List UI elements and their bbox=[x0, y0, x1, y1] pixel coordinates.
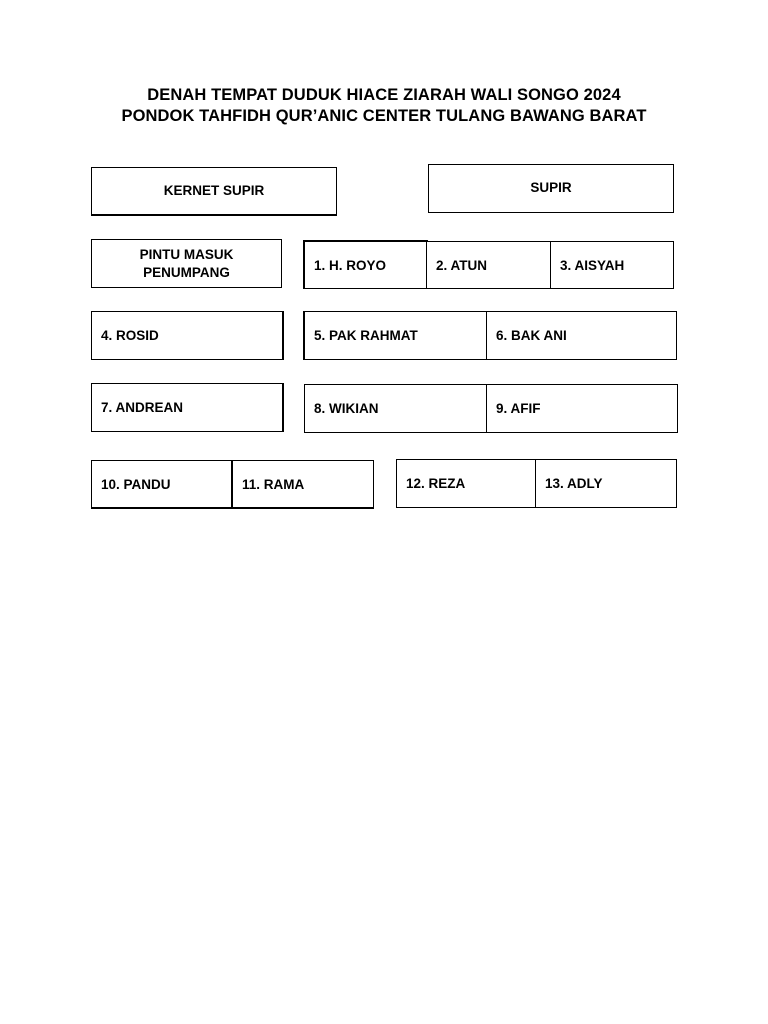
supir-label: SUPIR bbox=[530, 180, 572, 195]
seat-8-label: 8. WIKIAN bbox=[314, 401, 379, 416]
seat-11-label: 11. RAMA bbox=[242, 476, 305, 492]
seat-2 bbox=[427, 241, 551, 289]
seat-10 bbox=[91, 460, 233, 509]
seat-9 bbox=[486, 384, 678, 433]
kernet-supir-box bbox=[91, 167, 337, 216]
seat-13-label: 13. ADLY bbox=[545, 476, 603, 491]
seat-8 bbox=[304, 384, 487, 433]
seat-4-label: 4. ROSID bbox=[101, 328, 159, 343]
seat-5 bbox=[303, 311, 487, 360]
document-title: DENAH TEMPAT DUDUK HIACE ZIARAH WALI SONGO 2024 bbox=[147, 86, 621, 104]
seat-7 bbox=[91, 383, 284, 432]
entrance-door-label-line2: PENUMPANG bbox=[143, 264, 230, 280]
seat-12-label: 12. REZA bbox=[406, 476, 466, 491]
document-subtitle: PONDOK TAHFIDH QUR’ANIC CENTER TULANG BAWANG BARAT bbox=[121, 107, 647, 125]
seat-10-label: 10. PANDU bbox=[101, 476, 171, 492]
seat-9-label: 9. AFIF bbox=[496, 401, 541, 416]
seat-6-label: 6. BAK ANI bbox=[496, 328, 567, 343]
seat-2-label: 2. ATUN bbox=[436, 257, 488, 273]
seat-7-label: 7. ANDREAN bbox=[101, 400, 184, 415]
seat-4 bbox=[91, 311, 284, 360]
supir-box bbox=[428, 164, 674, 213]
seat-13 bbox=[535, 459, 677, 508]
seat-3-label: 3. AISYAH bbox=[560, 257, 625, 273]
seat-12 bbox=[396, 459, 536, 508]
seat-6 bbox=[486, 311, 677, 360]
seat-11 bbox=[231, 460, 374, 509]
entrance-door-box bbox=[91, 239, 282, 288]
seat-5-label: 5. PAK RAHMAT bbox=[314, 328, 418, 343]
entrance-door-label-line1: PINTU MASUK bbox=[139, 246, 234, 262]
kernet-supir-label: KERNET SUPIR bbox=[163, 183, 265, 198]
seat-3 bbox=[550, 241, 674, 289]
seat-1 bbox=[303, 240, 428, 289]
seat-1-label: 1. H. ROYO bbox=[314, 257, 387, 273]
